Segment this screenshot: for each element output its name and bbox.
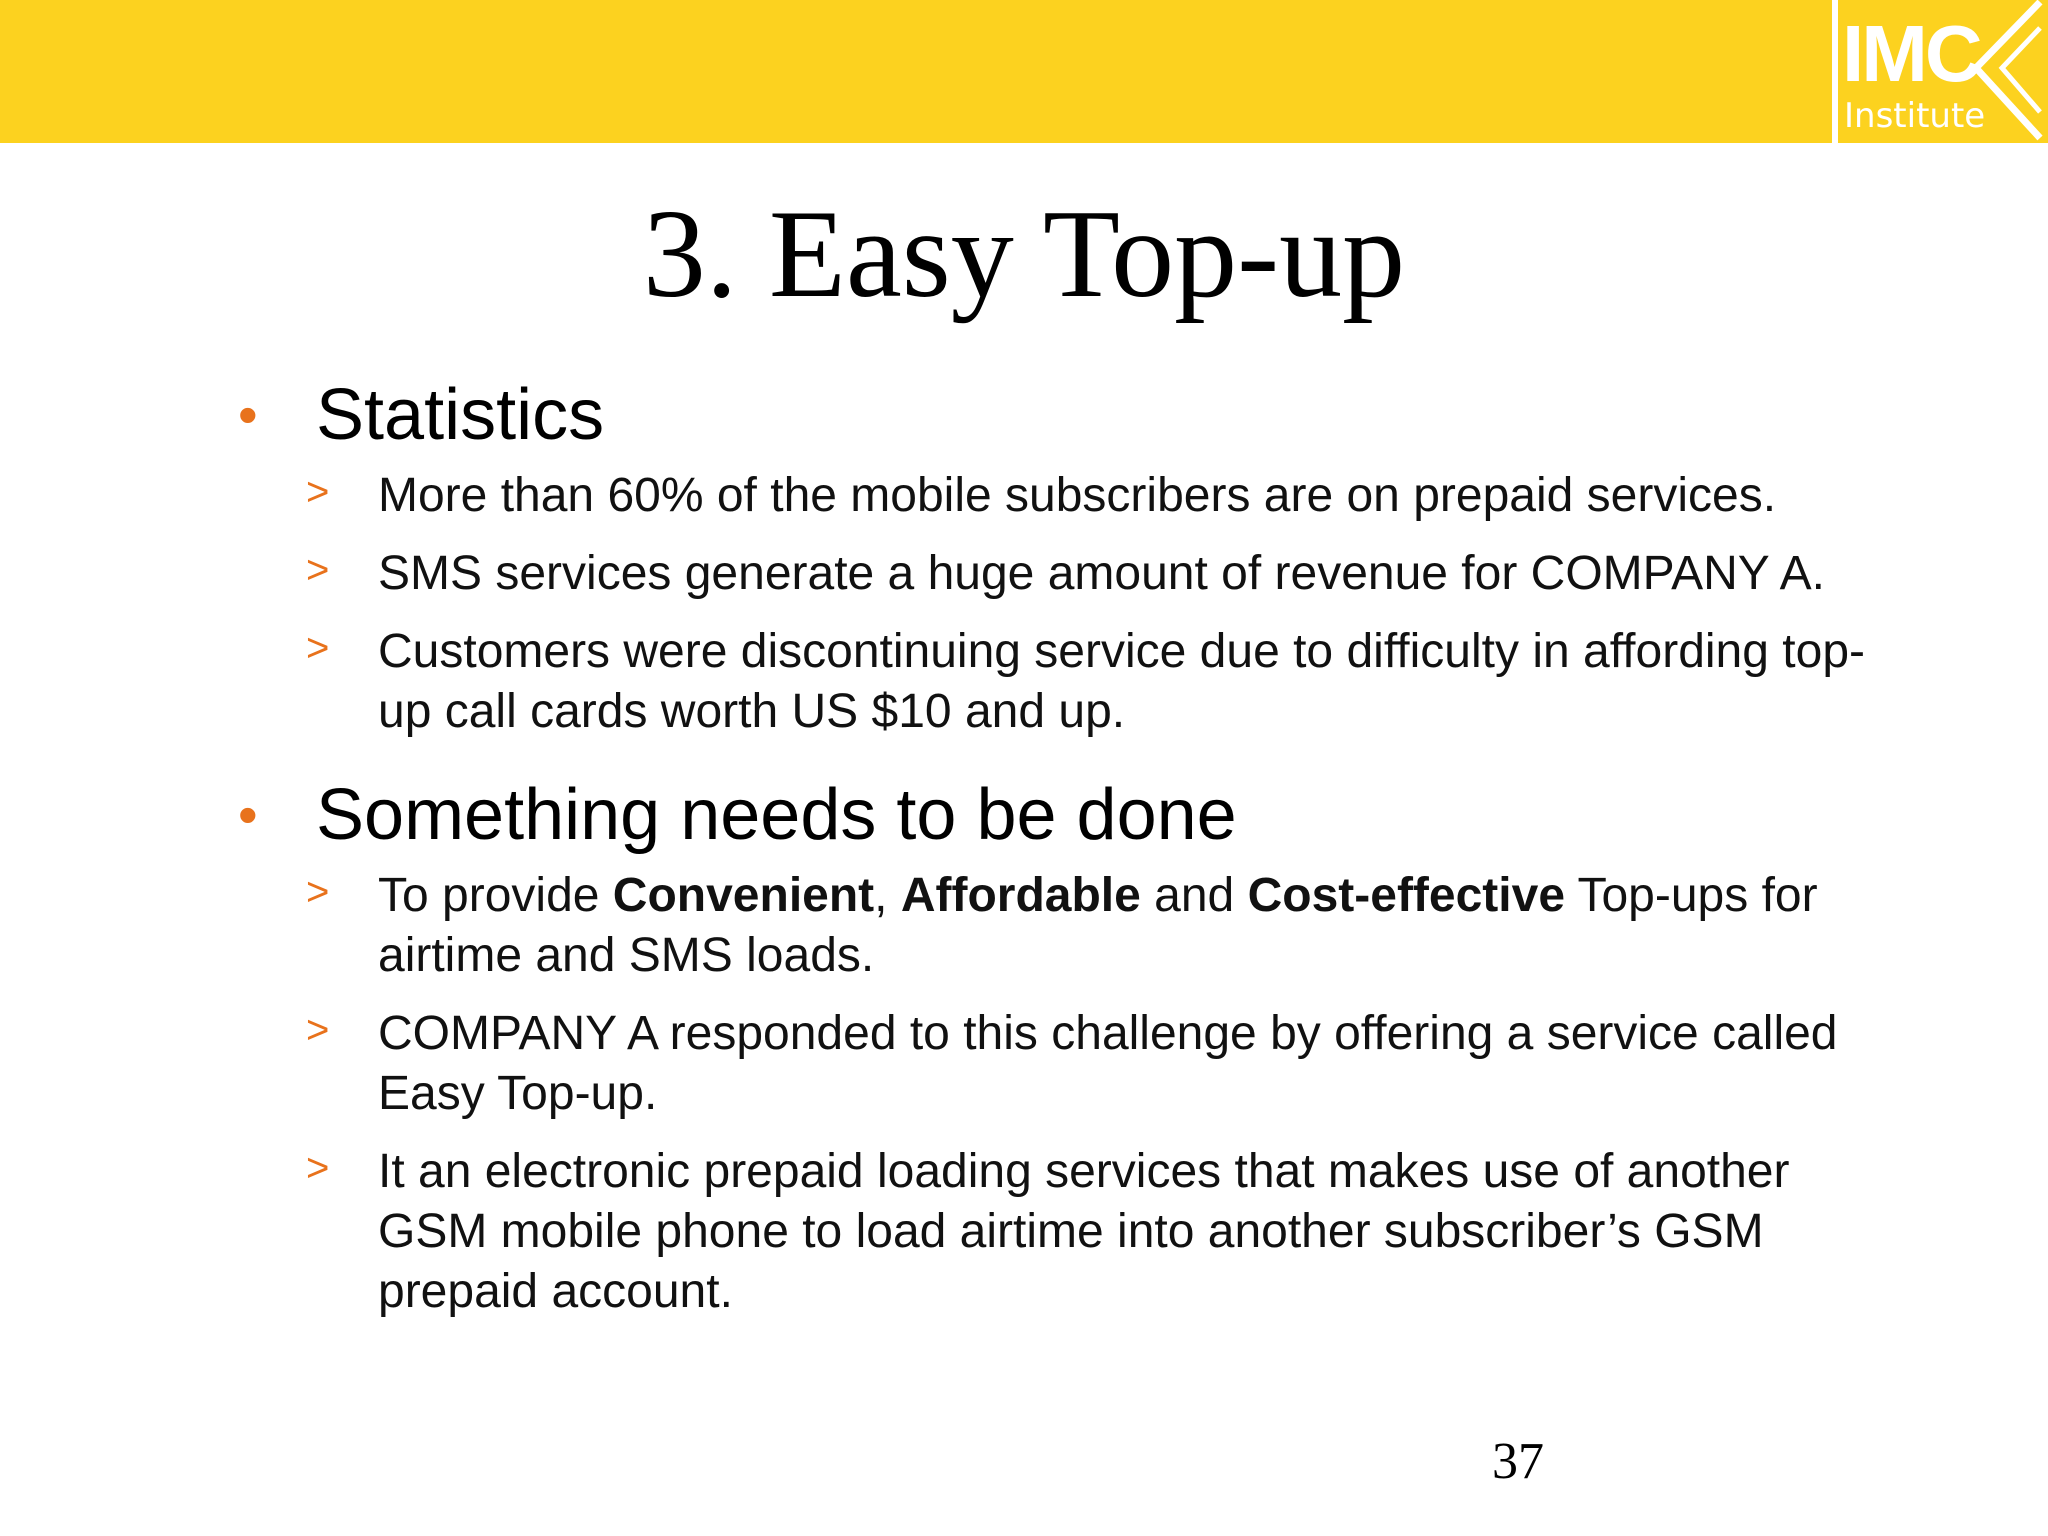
emphasis-cost-effective: Cost-effective (1247, 869, 1566, 922)
list-item-text: Customers were discontinuing service due to difficulty in affording top-up call cards worth US $10 and up. (378, 625, 1865, 738)
page-number: 37 (1492, 1433, 1544, 1490)
text-run: and (1140, 869, 1248, 922)
list-item (230, 466, 1890, 526)
list-item-text (378, 869, 1818, 982)
list-item (230, 1142, 1890, 1322)
bullet-dot-icon: • (238, 383, 258, 446)
slide-title: 3. Easy Top-up (642, 185, 1406, 324)
emphasis-affordable: Affordable (900, 869, 1141, 922)
arrow-icon: > (306, 870, 330, 914)
list-item (230, 544, 1890, 604)
text-run: To provide (378, 869, 613, 922)
bullet-statistics (230, 370, 1890, 460)
bullet-heading: Something needs to be done (316, 775, 1237, 855)
bullet-something-needs-to-be-done (230, 770, 1890, 860)
list-item-text: More than 60% of the mobile subscribers are on prepaid services. (378, 469, 1777, 522)
arrow-icon: > (306, 548, 330, 592)
list-item (230, 866, 1890, 986)
arrow-icon: > (306, 1146, 330, 1190)
logo-text-imc: IMC (1842, 9, 1980, 98)
bullet-heading: Statistics (316, 375, 605, 455)
arrow-icon: > (306, 626, 330, 670)
actions-list (230, 866, 1890, 1322)
list-item (230, 622, 1890, 742)
statistics-list (230, 466, 1890, 742)
list-item (230, 1004, 1890, 1124)
list-item-text: COMPANY A responded to this challenge by offering a service called Easy Top-up. (378, 1007, 1838, 1120)
imc-institute-logo (1832, 0, 2044, 143)
text-run: Top-ups for airtime and SMS loads. (378, 869, 1818, 982)
bullet-dot-icon: • (238, 783, 258, 846)
arrow-icon: > (306, 470, 330, 514)
slide-content (230, 370, 1890, 1350)
header-bar (0, 0, 2048, 143)
logo-text-institute: Institute (1844, 96, 1986, 136)
text-run: , (874, 869, 901, 922)
emphasis-convenient: Convenient (612, 869, 875, 922)
list-item-text: SMS services generate a huge amount of revenue for COMPANY A. (378, 547, 1825, 600)
arrow-icon: > (306, 1008, 330, 1052)
list-item-text: It an electronic prepaid loading services that makes use of another GSM mobile phone to load airtime into another subscriber’s GSM prepaid account. (378, 1145, 1790, 1318)
